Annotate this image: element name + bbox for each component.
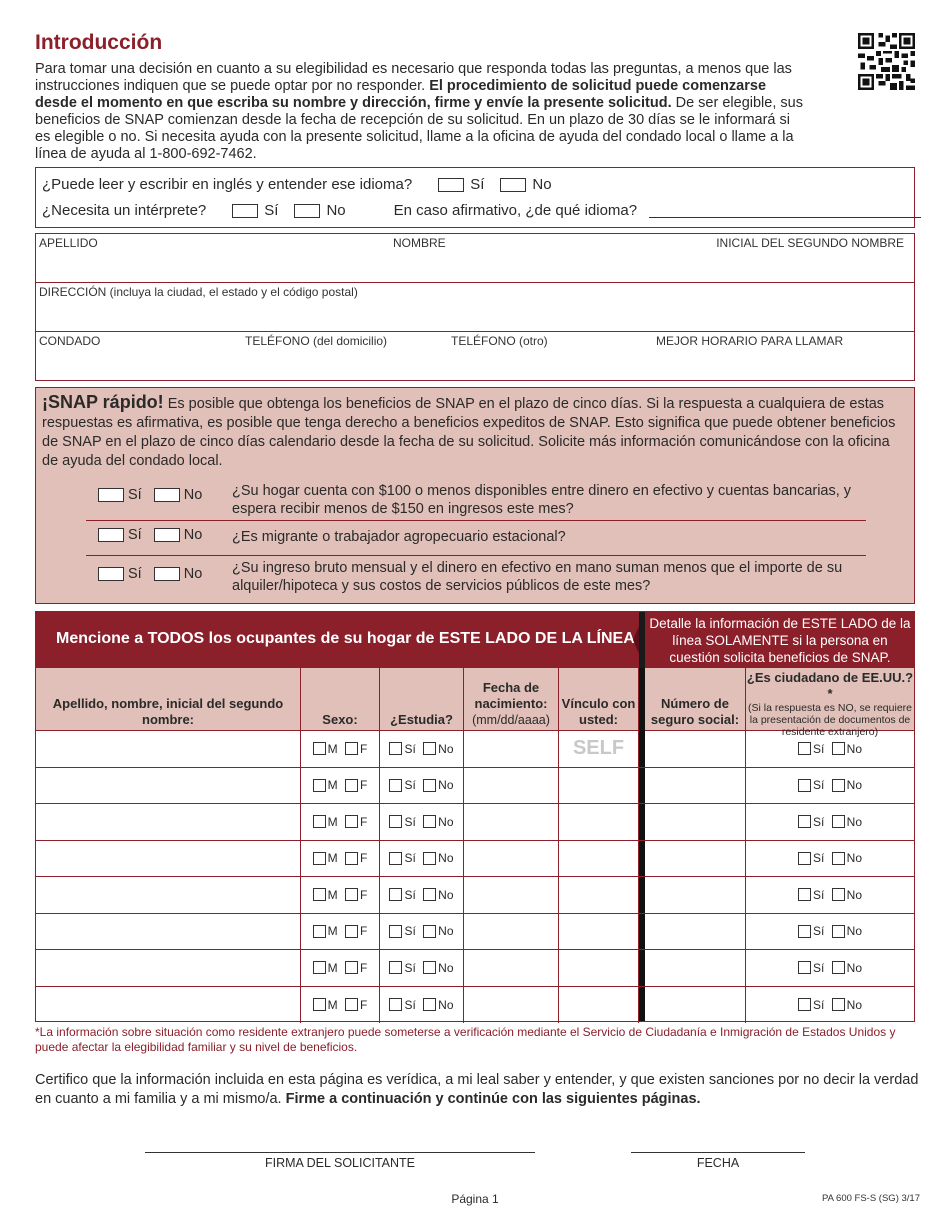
member-name-cell[interactable] — [36, 731, 301, 767]
sex-f-checkbox[interactable] — [345, 925, 358, 938]
citizen-no-checkbox[interactable] — [832, 742, 845, 755]
citizen-no-checkbox[interactable] — [832, 888, 845, 901]
sex-m-checkbox[interactable] — [313, 852, 326, 865]
citizen-yes-checkbox[interactable] — [798, 742, 811, 755]
citizen-yes-checkbox[interactable] — [798, 998, 811, 1011]
citizen-cell: Sí No — [746, 987, 914, 1024]
citizen-no-checkbox[interactable] — [832, 779, 845, 792]
student-cell: Sí No — [380, 877, 464, 913]
member-name-cell[interactable] — [36, 804, 301, 840]
sex-cell: M F — [301, 950, 380, 986]
student-no-checkbox[interactable] — [423, 961, 436, 974]
sex-m-checkbox[interactable] — [313, 742, 326, 755]
dob-cell[interactable] — [464, 950, 559, 986]
student-yes-checkbox[interactable] — [389, 815, 402, 828]
sex-cell: M F — [301, 804, 380, 840]
citizen-yes-checkbox[interactable] — [798, 888, 811, 901]
citizen-cell: Sí No — [746, 768, 914, 804]
snap-intro: ¡SNAP rápido! Es posible que obtenga los beneficios de SNAP en el plazo de cinco días. Si la respuesta a cualquiera de estas respuestas es afirmativa, es posible que tenga derecho a beneficios expeditos de SNAP. Esto significa que puede obtener beneficios de SNAP en el plazo de cinco días calendario desde la fecha de su solicitud. Solicite más información comunicándose con la oficina de ayuda del condado local. — [42, 392, 896, 469]
ssn-cell[interactable] — [645, 804, 746, 840]
citizen-cell: Sí No — [746, 731, 914, 767]
table-row — [36, 804, 914, 841]
qr-code-icon — [858, 33, 915, 90]
expedited-snap-section: ¡SNAP rápido! Es posible que obtenga los beneficios de SNAP en el plazo de cinco días. Si la respuesta a cualquiera de estas respuestas es afirmativa, es posible que tenga derecho a beneficios expeditos de SNAP. Esto significa que puede obtener beneficios de SNAP en el plazo de cinco días calendario desde la fecha de su solicitud. Solicite más información comunicándose con la oficina de ayuda del condado local. Sí No ¿Su hogar cuenta con $100 o menos disponibles entre dinero en efectivo y cuentas bancarias, y espera recibir menos de $150 en ingresos este mes? Sí No ¿Es migrante o trabajador agropecuario estacional? Sí No ¿Su ingreso bruto mensual y el dinero en efectivo en mano suman menos que el importe de su alquiler/hipoteca y sus costos de servicios públicos de este mes? — [35, 387, 915, 604]
student-yes-checkbox[interactable] — [389, 779, 402, 792]
table-row — [36, 914, 914, 951]
name-row[interactable]: APELLIDO NOMBRE INICIAL DEL SEGUNDO NOMBRE — [36, 234, 914, 283]
relationship-cell[interactable] — [559, 877, 639, 913]
intro-paragraph: Para tomar una decisión en cuanto a su elegibilidad es necesario que responda todas las preguntas, a menos que las instrucciones indiquen que se puede optar por no responder. El procedimiento de solicitud puede comenzarse desde el momento en que escriba su nombre y dirección, firme y envíe la presente solicitud. De ser elegible, sus beneficios de SNAP comienzan desde la fecha de recepción de su solicitud. En un plazo de 30 días se le informará si es elegible o no. Si necesita ayuda con la presente solicitud, llame a la oficina de ayuda del condado local o llame a la línea de ayuda al 1-800-692-7462. — [35, 61, 803, 162]
member-name-cell[interactable] — [36, 914, 301, 950]
citizen-no-checkbox[interactable] — [832, 961, 845, 974]
household-banner: Mencione a TODOS los ocupantes de su hogar de ESTE LADO DE LA LÍNEA Detalle la información de ESTE LADO de la línea SOLAMENTE si la persona en cuestión solicita beneficios de SNAP. — [36, 612, 914, 668]
student-yes-checkbox[interactable] — [389, 888, 402, 901]
language-input[interactable] — [649, 204, 921, 218]
relationship-cell[interactable] — [559, 914, 639, 950]
col-citizen: ¿Es ciudadano de EE.UU.?* (Si la respuesta es NO, se requiere la presentación de documentos de residente extranjero) — [746, 670, 914, 738]
interpreter-no-checkbox[interactable] — [294, 204, 320, 218]
student-no-checkbox[interactable] — [423, 888, 436, 901]
student-cell: Sí No — [380, 987, 464, 1024]
sex-cell: M F — [301, 841, 380, 877]
contact-row[interactable]: CONDADO TELÉFONO (del domicilio) TELÉFONO (otro) MEJOR HORARIO PARA LLAMAR — [39, 334, 844, 348]
student-cell: Sí No — [380, 804, 464, 840]
dob-cell[interactable] — [464, 731, 559, 767]
page-title: Introducción — [35, 31, 163, 54]
relationship-cell[interactable] — [559, 804, 639, 840]
table-row — [36, 768, 914, 805]
col-ssn: Número de seguro social: — [645, 668, 746, 731]
ssn-cell[interactable] — [645, 914, 746, 950]
student-cell: Sí No — [380, 950, 464, 986]
student-cell: Sí No — [380, 914, 464, 950]
table-row — [36, 877, 914, 914]
sex-m-checkbox[interactable] — [313, 888, 326, 901]
snap-q2-yes-checkbox[interactable] — [98, 528, 124, 542]
sex-f-checkbox[interactable] — [345, 998, 358, 1011]
ssn-cell[interactable] — [645, 950, 746, 986]
snap-q2-no-checkbox[interactable] — [154, 528, 180, 542]
certification-statement: Certifico que la información incluida en esta página es verídica, a mi leal saber y entender, y que existen sanciones por no decir la verdad en cuanto a mi familia y a mi mismo/a. Firme a continuación y continúe con las siguientes páginas. — [35, 1072, 919, 1107]
citizen-no-checkbox[interactable] — [832, 925, 845, 938]
english-yes-checkbox[interactable] — [438, 178, 464, 192]
self-label: SELF — [572, 737, 625, 760]
member-name-cell[interactable] — [36, 987, 301, 1024]
student-cell: Sí No — [380, 731, 464, 767]
language-section — [35, 167, 915, 228]
sex-f-checkbox[interactable] — [345, 852, 358, 865]
relationship-cell[interactable] — [559, 841, 639, 877]
sex-f-checkbox[interactable] — [345, 888, 358, 901]
student-no-checkbox[interactable] — [423, 779, 436, 792]
col-student: ¿Estudia? — [380, 668, 464, 731]
ssn-cell[interactable] — [645, 731, 746, 767]
student-yes-checkbox[interactable] — [389, 742, 402, 755]
relationship-cell[interactable] — [559, 950, 639, 986]
citizen-cell: Sí No — [746, 914, 914, 950]
member-name-cell[interactable] — [36, 877, 301, 913]
address-row[interactable]: DIRECCIÓN (incluya la ciudad, el estado y el código postal) — [36, 283, 914, 332]
relationship-cell[interactable] — [559, 731, 639, 767]
sex-m-checkbox[interactable] — [313, 815, 326, 828]
signature-field[interactable]: FIRMA DEL SOLICITANTE — [145, 1152, 535, 1170]
col-relationship: Vínculo con usted: — [559, 668, 639, 731]
sex-f-checkbox[interactable] — [345, 961, 358, 974]
household-members-table — [35, 611, 915, 1022]
sex-f-checkbox[interactable] — [345, 779, 358, 792]
col-sex: Sexo: — [301, 668, 380, 731]
table-row — [36, 841, 914, 878]
sex-cell: M F — [301, 768, 380, 804]
student-cell: Sí No — [380, 768, 464, 804]
relationship-cell[interactable] — [559, 987, 639, 1024]
page-number: Página 1 — [451, 1192, 499, 1206]
sex-cell: M F — [301, 731, 380, 767]
citizen-yes-checkbox[interactable] — [798, 852, 811, 865]
sex-f-checkbox[interactable] — [345, 742, 358, 755]
date-field[interactable]: FECHA — [631, 1152, 805, 1170]
citizen-yes-checkbox[interactable] — [798, 925, 811, 938]
snap-q3-yes-checkbox[interactable] — [98, 567, 124, 581]
english-question: ¿Puede leer y escribir en inglés y entender ese idioma? Sí No — [42, 176, 552, 193]
col-name: Apellido, nombre, inicial del segundo nombre: — [36, 668, 301, 731]
student-yes-checkbox[interactable] — [389, 852, 402, 865]
table-row — [36, 731, 914, 768]
citizen-no-checkbox[interactable] — [832, 815, 845, 828]
student-no-checkbox[interactable] — [423, 815, 436, 828]
applicant-info-section — [35, 233, 915, 381]
sex-m-checkbox[interactable] — [313, 925, 326, 938]
student-no-checkbox[interactable] — [423, 998, 436, 1011]
sex-cell: M F — [301, 877, 380, 913]
ssn-cell[interactable] — [645, 987, 746, 1024]
interpreter-yes-checkbox[interactable] — [232, 204, 258, 218]
table-header — [36, 668, 914, 738]
dob-cell[interactable] — [464, 768, 559, 804]
sex-m-checkbox[interactable] — [313, 779, 326, 792]
dob-cell[interactable] — [464, 914, 559, 950]
student-no-checkbox[interactable] — [423, 852, 436, 865]
student-yes-checkbox[interactable] — [389, 961, 402, 974]
english-no-checkbox[interactable] — [500, 178, 526, 192]
sex-cell: M F — [301, 914, 380, 950]
dob-cell[interactable] — [464, 841, 559, 877]
citizen-cell: Sí No — [746, 804, 914, 840]
citizen-yes-checkbox[interactable] — [798, 815, 811, 828]
member-name-cell[interactable] — [36, 768, 301, 804]
footnote: *La información sobre situación como residente extranjero puede someterse a verificación mediante el Servicio de Ciudadanía e Inmigración de Estados Unidos y puede afectar la elegibilidad familiar y su nivel de beneficios. — [35, 1025, 896, 1054]
citizen-yes-checkbox[interactable] — [798, 779, 811, 792]
snap-q1-yes-checkbox[interactable] — [98, 488, 124, 502]
dob-cell[interactable] — [464, 804, 559, 840]
table-row — [36, 987, 914, 1024]
sex-m-checkbox[interactable] — [313, 998, 326, 1011]
citizen-cell: Sí No — [746, 950, 914, 986]
student-yes-checkbox[interactable] — [389, 925, 402, 938]
snap-q1-no-checkbox[interactable] — [154, 488, 180, 502]
sex-m-checkbox[interactable] — [313, 961, 326, 974]
citizen-cell: Sí No — [746, 877, 914, 913]
student-cell: Sí No — [380, 841, 464, 877]
citizen-cell: Sí No — [746, 841, 914, 877]
interpreter-question: ¿Necesita un intérprete? Sí No En caso afirmativo, ¿de qué idioma? — [42, 202, 921, 219]
table-row — [36, 950, 914, 987]
ssn-cell[interactable] — [645, 841, 746, 877]
dob-cell[interactable] — [464, 987, 559, 1024]
ssn-cell[interactable] — [645, 768, 746, 804]
relationship-cell[interactable] — [559, 768, 639, 804]
snap-q3-no-checkbox[interactable] — [154, 567, 180, 581]
sex-f-checkbox[interactable] — [345, 815, 358, 828]
member-name-cell[interactable] — [36, 841, 301, 877]
col-dob: Fecha de nacimiento: (mm/dd/aaaa) — [464, 668, 559, 731]
student-yes-checkbox[interactable] — [389, 998, 402, 1011]
dob-cell[interactable] — [464, 877, 559, 913]
student-no-checkbox[interactable] — [423, 925, 436, 938]
citizen-no-checkbox[interactable] — [832, 998, 845, 1011]
citizen-no-checkbox[interactable] — [832, 852, 845, 865]
form-id: PA 600 FS-S (SG) 3/17 — [821, 1193, 920, 1204]
member-name-cell[interactable] — [36, 950, 301, 986]
citizen-yes-checkbox[interactable] — [798, 961, 811, 974]
ssn-cell[interactable] — [645, 877, 746, 913]
sex-cell: M F — [301, 987, 380, 1024]
student-no-checkbox[interactable] — [423, 742, 436, 755]
